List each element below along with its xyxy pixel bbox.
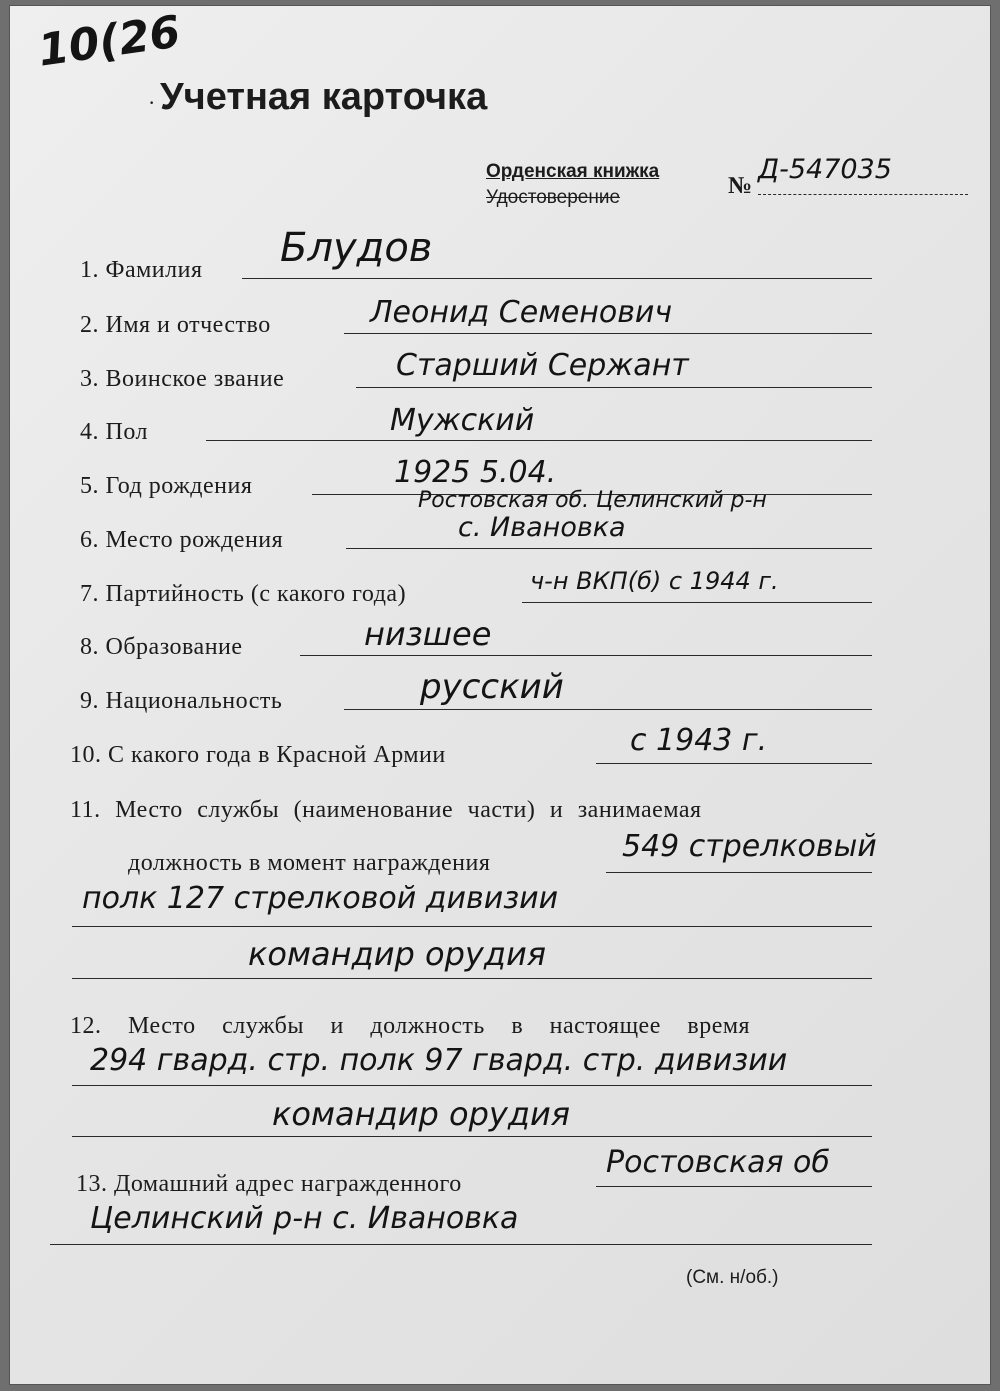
corner-note: 10(26 <box>35 6 184 77</box>
field-address-rule-2 <box>50 1244 872 1245</box>
field-current-service-label: 12. Место службы и должность в настоящее время <box>70 1013 751 1039</box>
field-army-year-label: 10. С какого года в Красной Армии <box>70 742 446 768</box>
field-nationality-value: русский <box>420 667 564 707</box>
field-birthplace-rule <box>346 548 872 549</box>
field-address-rule-1 <box>596 1186 872 1187</box>
award-record-card <box>10 6 990 1384</box>
field-surname-value: Блудов <box>280 225 433 271</box>
field-nationality-label: 9. Национальность <box>80 688 283 714</box>
field-service-value-line3: командир орудия <box>248 935 546 973</box>
title-marker-dot: · <box>148 90 156 115</box>
field-army-year-value: с 1943 г. <box>630 723 768 758</box>
field-army-year-rule <box>596 763 872 764</box>
field-address-value-line2: Целинский р-н с. Ивановка <box>90 1201 519 1236</box>
field-current-service-value-line2: командир орудия <box>272 1095 570 1133</box>
field-birthplace-value-line2: с. Ивановка <box>458 512 626 543</box>
field-current-service-value-line1: 294 гвард. стр. полк 97 гвард. стр. дивизии <box>90 1043 788 1078</box>
order-book-label: Орденская книжка <box>486 161 660 182</box>
field-birthplace-label: 6. Место рождения <box>80 527 284 553</box>
field-name-value: Леонид Семенович <box>370 295 673 330</box>
field-name-label: 2. Имя и отчество <box>80 312 271 338</box>
field-surname-rule <box>242 278 872 279</box>
field-name-rule <box>344 333 872 334</box>
certificate-label: Удостоверение <box>486 187 621 208</box>
field-address-value-line1: Ростовская об <box>606 1145 830 1180</box>
field-party-value: ч-н ВКП(б) с 1944 г. <box>530 567 779 595</box>
field-rank-rule <box>356 387 872 388</box>
footer-note: (См. н/об.) <box>686 1267 779 1288</box>
field-service-label-line1: 11. Место службы (наименование части) и занимаемая <box>70 797 702 823</box>
number-rule <box>758 194 968 195</box>
order-book-number: Д-547035 <box>758 154 892 185</box>
field-service-rule-1 <box>606 872 872 873</box>
field-party-rule <box>522 602 872 603</box>
field-nationality-rule <box>344 709 872 710</box>
field-rank-label: 3. Воинское звание <box>80 366 285 392</box>
field-address-label: 13. Домашний адрес награжденного <box>76 1171 462 1197</box>
field-surname-label: 1. Фамилия <box>80 257 203 283</box>
field-current-service-rule-1 <box>72 1085 872 1086</box>
field-education-value: низшее <box>364 615 492 653</box>
field-education-label: 8. Образование <box>80 634 243 660</box>
field-education-rule <box>300 655 872 656</box>
field-birth-year-value: 1925 5.04. <box>394 455 557 490</box>
field-service-rule-2 <box>72 926 872 927</box>
field-service-label-line2: должность в момент награждения <box>128 850 491 876</box>
field-birthplace-value-line1: Ростовская об. Целинский р-н <box>418 488 767 513</box>
field-service-value-line1: 549 стрелковый <box>622 829 877 864</box>
page-title: Учетная карточка <box>160 76 488 118</box>
field-sex-label: 4. Пол <box>80 419 148 445</box>
field-current-service-rule-2 <box>72 1136 872 1137</box>
field-service-value-line2: полк 127 стрелковой дивизии <box>82 881 559 916</box>
field-rank-value: Старший Сержант <box>396 348 689 383</box>
field-service-rule-3 <box>72 978 872 979</box>
field-birth-year-label: 5. Год рождения <box>80 473 253 499</box>
field-party-label: 7. Партийность (с какого года) <box>80 581 407 607</box>
field-sex-rule <box>206 440 872 441</box>
field-sex-value: Мужский <box>390 403 535 438</box>
number-sign: № <box>728 173 753 199</box>
